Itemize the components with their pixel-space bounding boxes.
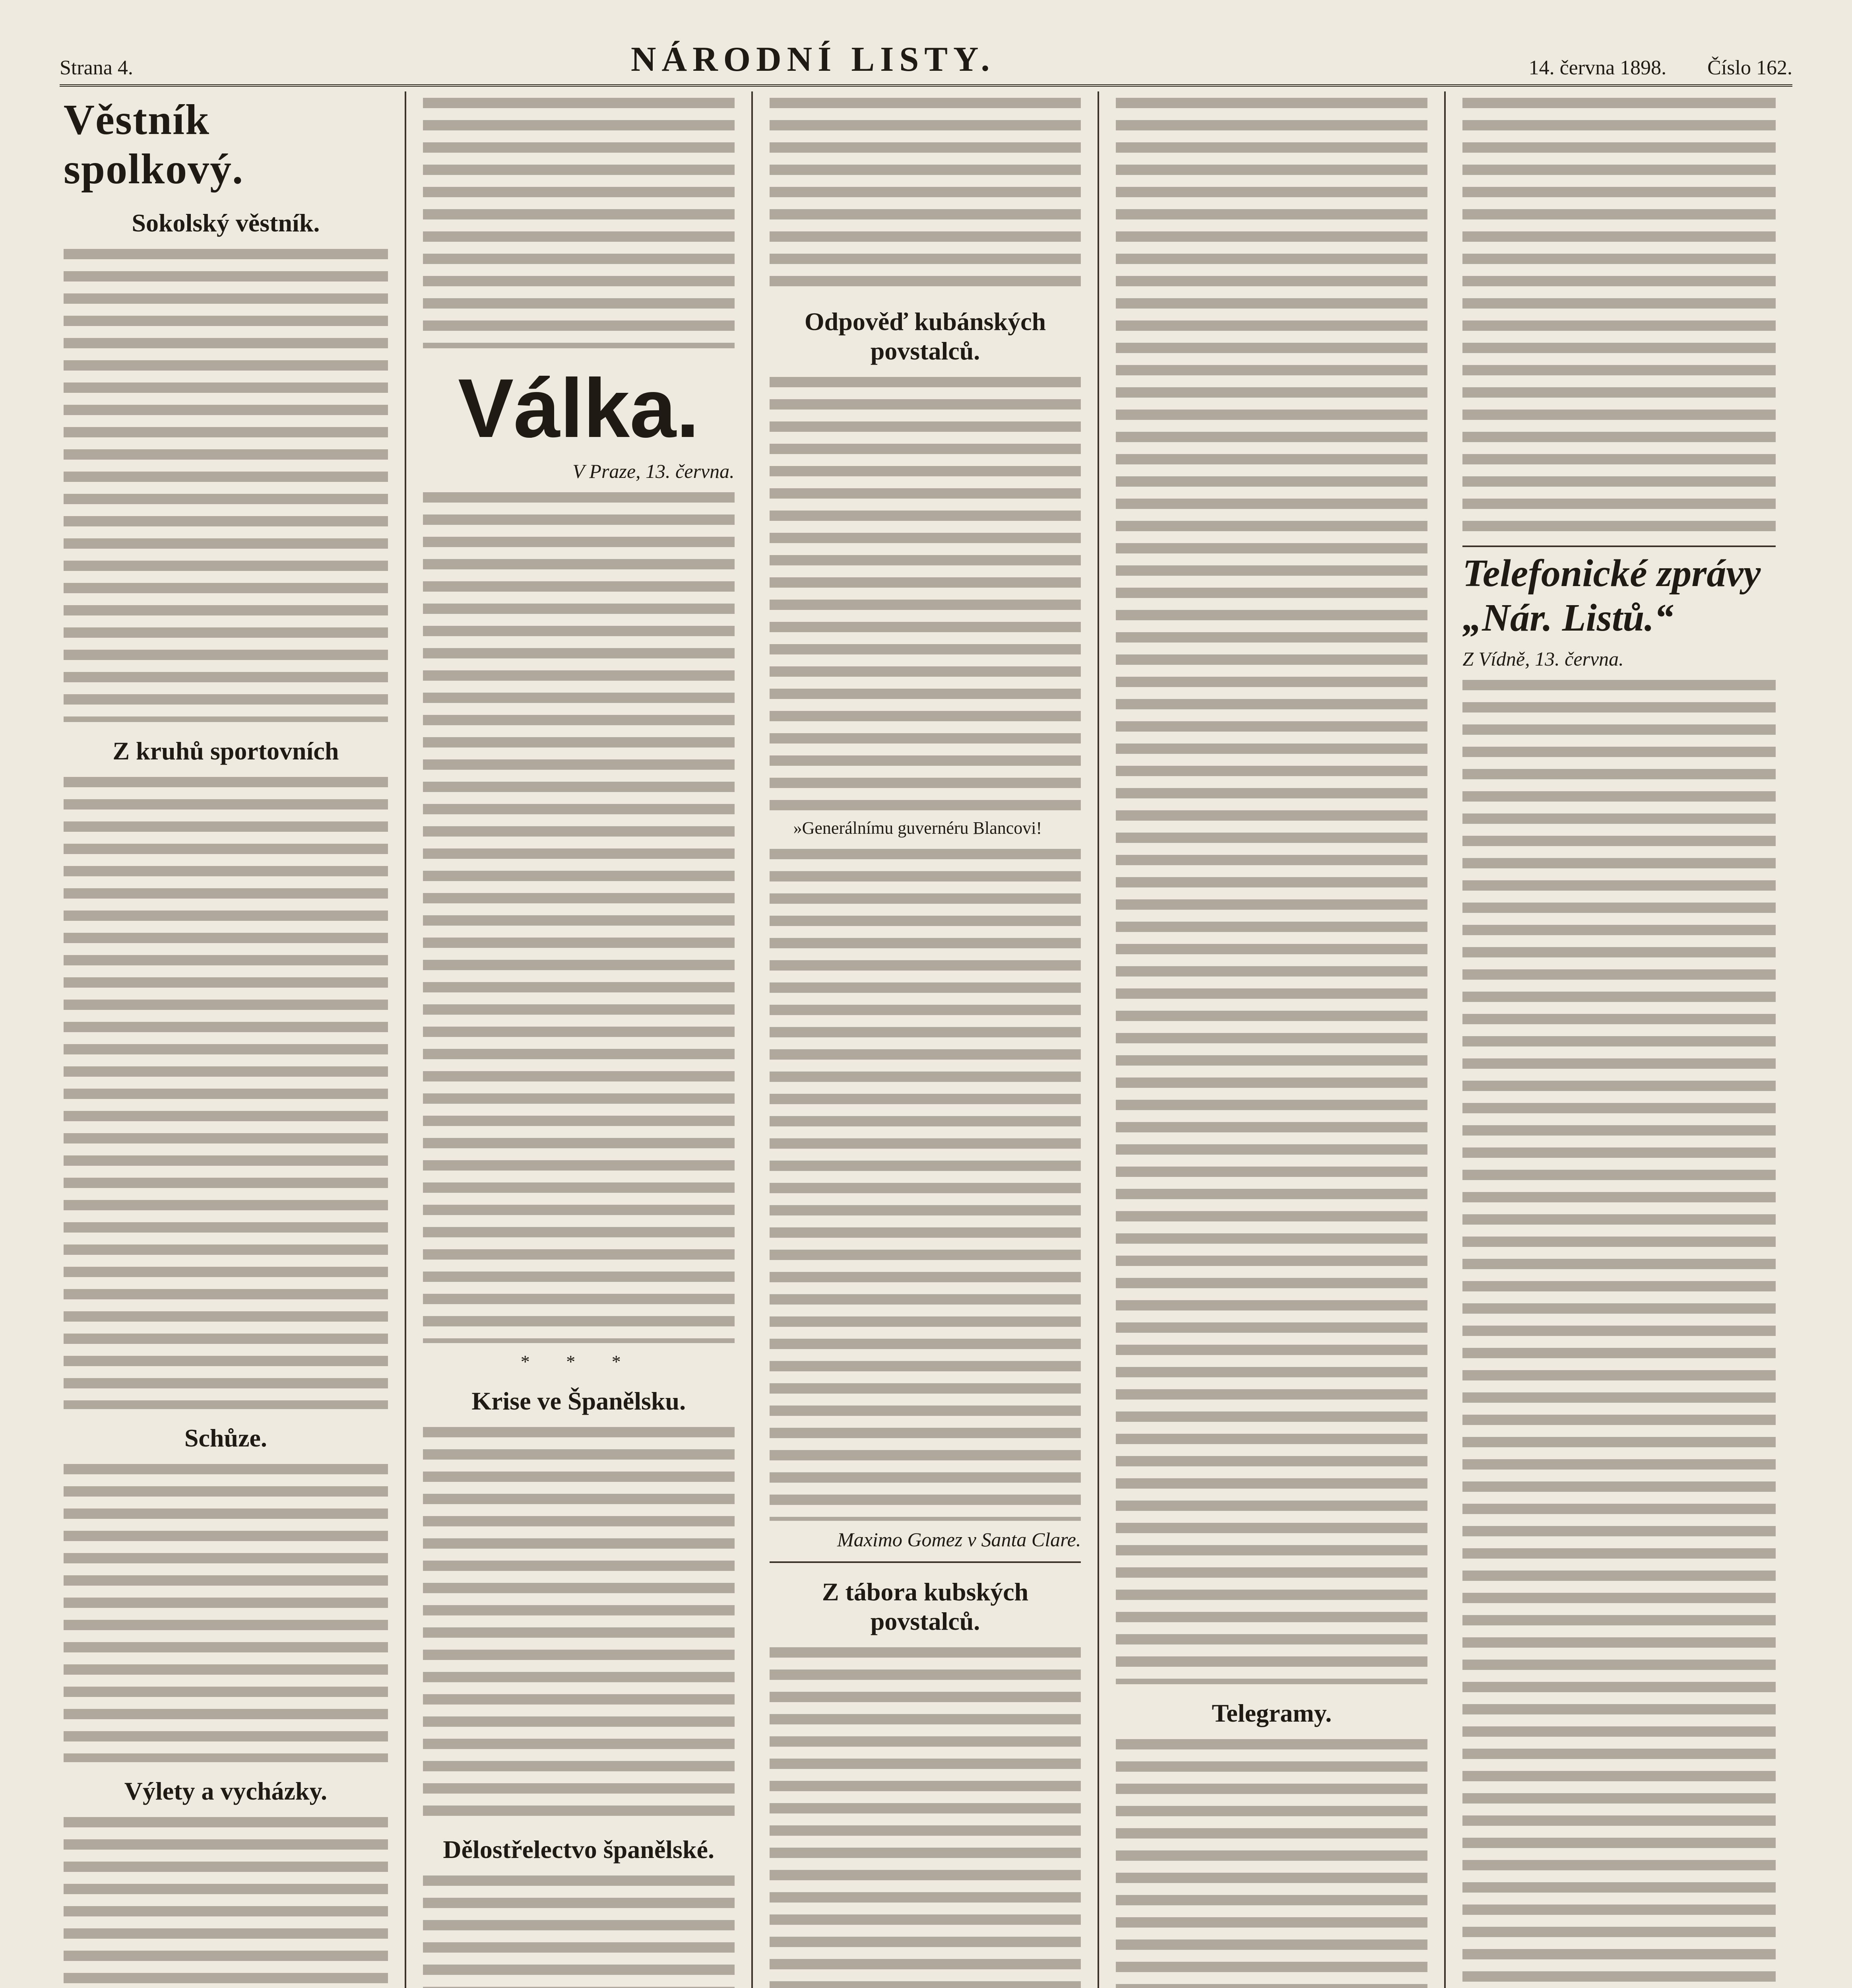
article-body-text-block [770, 845, 1081, 1521]
subheading-z-kruhu-sportovnich: Z kruhů sportovních [112, 737, 339, 765]
column-2 [406, 91, 753, 1988]
letter-salutation: »Generálnímu guvernéru Blancovi! [793, 818, 1042, 838]
separator-stars: * * * [520, 1351, 637, 1372]
article-body-text-block [64, 1813, 388, 1988]
article-body-text-block [64, 773, 388, 1409]
article-body-text-block [1462, 676, 1776, 1988]
article-body-text-block [770, 94, 1081, 293]
section-heading-telefonicke-zpravy: Telefonické zprávy „Nár. Listů.“ [1462, 546, 1776, 640]
article-body-text-block [64, 245, 388, 722]
columns [60, 91, 1792, 1988]
subheading-telegramy: Telegramy. [1212, 1699, 1332, 1727]
section-heading-valka: Válka. [458, 361, 700, 455]
subheading-schuze: Schůze. [184, 1424, 267, 1452]
article-body-text-block [64, 1460, 388, 1762]
masthead [60, 40, 1792, 87]
subheading-delostrelectvo-spanelske: Dělostřelectvo španělské. [443, 1835, 714, 1864]
article-body-text-block [423, 488, 735, 1343]
column-1 [60, 91, 406, 1988]
dateline-vienna: Z Vídně, 13. června. [1462, 648, 1624, 670]
dateline: V Praze, 13. června. [572, 460, 735, 482]
column-4 [1099, 91, 1446, 1988]
article-body-text-block [423, 1872, 735, 1988]
issue-number: Číslo 162. [1707, 56, 1792, 79]
subheading-z-tabora-kubskych-povstalcu: Z tábora kubských povstalců. [822, 1577, 1029, 1635]
article-body-text-block [423, 94, 735, 348]
section-heading-vestnik-spolkovy: Věstník spolkový. [64, 96, 244, 193]
article-body-text-block [770, 1643, 1081, 1988]
article-body-text-block [1116, 94, 1427, 1684]
newspaper-title: NÁRODNÍ LISTY. [630, 40, 995, 79]
issue-date: 14. června 1898. [1528, 56, 1667, 79]
article-body-text-block [1462, 94, 1776, 531]
column-3 [753, 91, 1100, 1988]
letter-signature: Maximo Gomez v Santa Clare. [837, 1528, 1081, 1551]
page-number: Strana 4. [60, 56, 133, 79]
subheading-odpoved-kubanskych-povstalcu: Odpověď kubánských povstalců. [804, 307, 1046, 365]
subheading-vylety-a-vychazky: Výlety a vycházky. [124, 1777, 327, 1805]
article-body-text-block [1116, 1735, 1427, 1988]
issue-info [1493, 56, 1792, 80]
column-5 [1446, 91, 1792, 1988]
article-body-text-block [770, 373, 1081, 810]
subheading-krise-ve-spanelsku: Krise ve Španělsku. [471, 1387, 686, 1415]
divider [770, 1561, 1081, 1563]
article-body-text-block [423, 1423, 735, 1821]
subheading-sokolsky-vestnik: Sokolský věstník. [132, 209, 320, 237]
